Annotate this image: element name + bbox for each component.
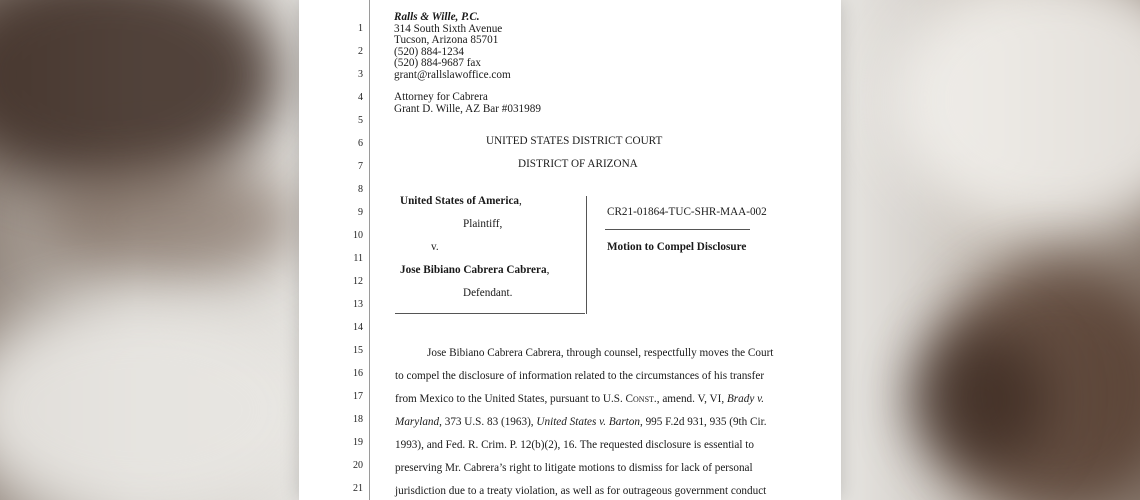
line-number: 5 xyxy=(358,115,363,126)
firm-address-line1: 314 South Sixth Avenue xyxy=(394,22,503,35)
attorney-name: Grant D. Wille, AZ Bar #031989 xyxy=(394,102,541,115)
defendant-name: Jose Bibiano Cabrera Cabrera xyxy=(400,264,547,276)
body-line-18 xyxy=(395,417,767,428)
body-line-15: Jose Bibiano Cabrera Cabrera, through counsel, respectfully moves the Court xyxy=(427,347,774,359)
line-number-margin-rule xyxy=(369,0,370,500)
caption-versus: v. xyxy=(431,241,439,253)
body-text-span: , 373 U.S. 83 (1963), xyxy=(439,416,537,428)
court-district: DISTRICT OF ARIZONA xyxy=(518,158,638,170)
firm-email: grant@rallslawoffice.com xyxy=(394,68,511,81)
line-number: 1 xyxy=(358,23,363,34)
body-text-smallcaps: onst xyxy=(633,393,654,405)
body-line-16: to compel the disclosure of information related to the circumstances of his transfer xyxy=(395,370,765,382)
line-number: 7 xyxy=(358,161,363,172)
motion-title: Motion to Compel Disclosure xyxy=(607,241,747,253)
line-number: 8 xyxy=(358,184,363,195)
firm-name: Ralls & Wille, P.C. xyxy=(394,11,480,23)
case-citation-italic: United States v. Barton xyxy=(536,416,640,428)
line-number: 19 xyxy=(353,437,363,448)
background-blur-shape xyxy=(0,300,320,500)
line-number: 12 xyxy=(353,276,363,287)
document-page xyxy=(299,0,841,500)
line-number: 15 xyxy=(353,345,363,356)
plaintiff-comma: , xyxy=(519,195,522,207)
body-line-17 xyxy=(395,394,764,405)
background-blur-shape xyxy=(40,160,300,280)
line-number: 21 xyxy=(353,483,363,494)
body-line-21: jurisdiction due to a treaty violation, as well as for outrageous government conduct xyxy=(395,485,767,497)
line-number: 2 xyxy=(358,46,363,57)
line-number: 20 xyxy=(353,460,363,471)
attorney-for: Attorney for Cabrera xyxy=(394,91,488,103)
caption-divider-horizontal xyxy=(395,313,585,314)
plaintiff-name: United States of America xyxy=(400,195,519,207)
case-number: CR21-01864-TUC-SHR-MAA-002 xyxy=(607,206,767,218)
body-text-span: ., amend. V, VI, xyxy=(653,393,727,405)
case-number-rule xyxy=(605,229,750,230)
firm-address-line2: Tucson, Arizona 85701 xyxy=(394,34,499,46)
body-line-20: preserving Mr. Cabrera’s right to litigate motions to dismiss for lack of personal xyxy=(395,462,753,474)
body-text-span: , 995 F.2d 931, 935 (9th Cir. xyxy=(639,416,767,428)
case-citation-italic: Maryland xyxy=(395,416,440,428)
line-number: 3 xyxy=(358,69,363,80)
plaintiff-role: Plaintiff, xyxy=(463,218,503,230)
firm-fax: (520) 884-9687 fax xyxy=(394,57,481,69)
line-number: 6 xyxy=(358,138,363,149)
court-name: UNITED STATES DISTRICT COURT xyxy=(486,135,663,147)
line-number: 13 xyxy=(353,299,363,310)
line-number: 4 xyxy=(358,92,363,103)
line-number: 16 xyxy=(353,368,363,379)
caption-plaintiff xyxy=(400,196,522,207)
background-blur-shape xyxy=(910,330,1050,470)
body-line-19: 1993), and Fed. R. Crim. P. 12(b)(2), 16. The requested disclosure is essential to xyxy=(395,439,754,451)
line-number: 11 xyxy=(353,253,363,264)
body-text-span: from Mexico to the United States, pursuant to U.S. C xyxy=(395,393,634,405)
background-blur-shape xyxy=(890,0,1140,230)
caption-divider-vertical xyxy=(586,196,587,314)
defendant-role: Defendant. xyxy=(463,287,513,299)
line-number: 14 xyxy=(353,322,363,333)
line-number: 10 xyxy=(353,230,363,241)
line-number: 17 xyxy=(353,391,363,402)
firm-phone: (520) 884-1234 xyxy=(394,45,464,58)
defendant-comma: , xyxy=(546,264,550,276)
case-citation-italic: Brady v. xyxy=(726,393,765,405)
line-number: 9 xyxy=(358,207,363,218)
line-number: 18 xyxy=(353,414,363,425)
caption-defendant xyxy=(400,265,549,276)
